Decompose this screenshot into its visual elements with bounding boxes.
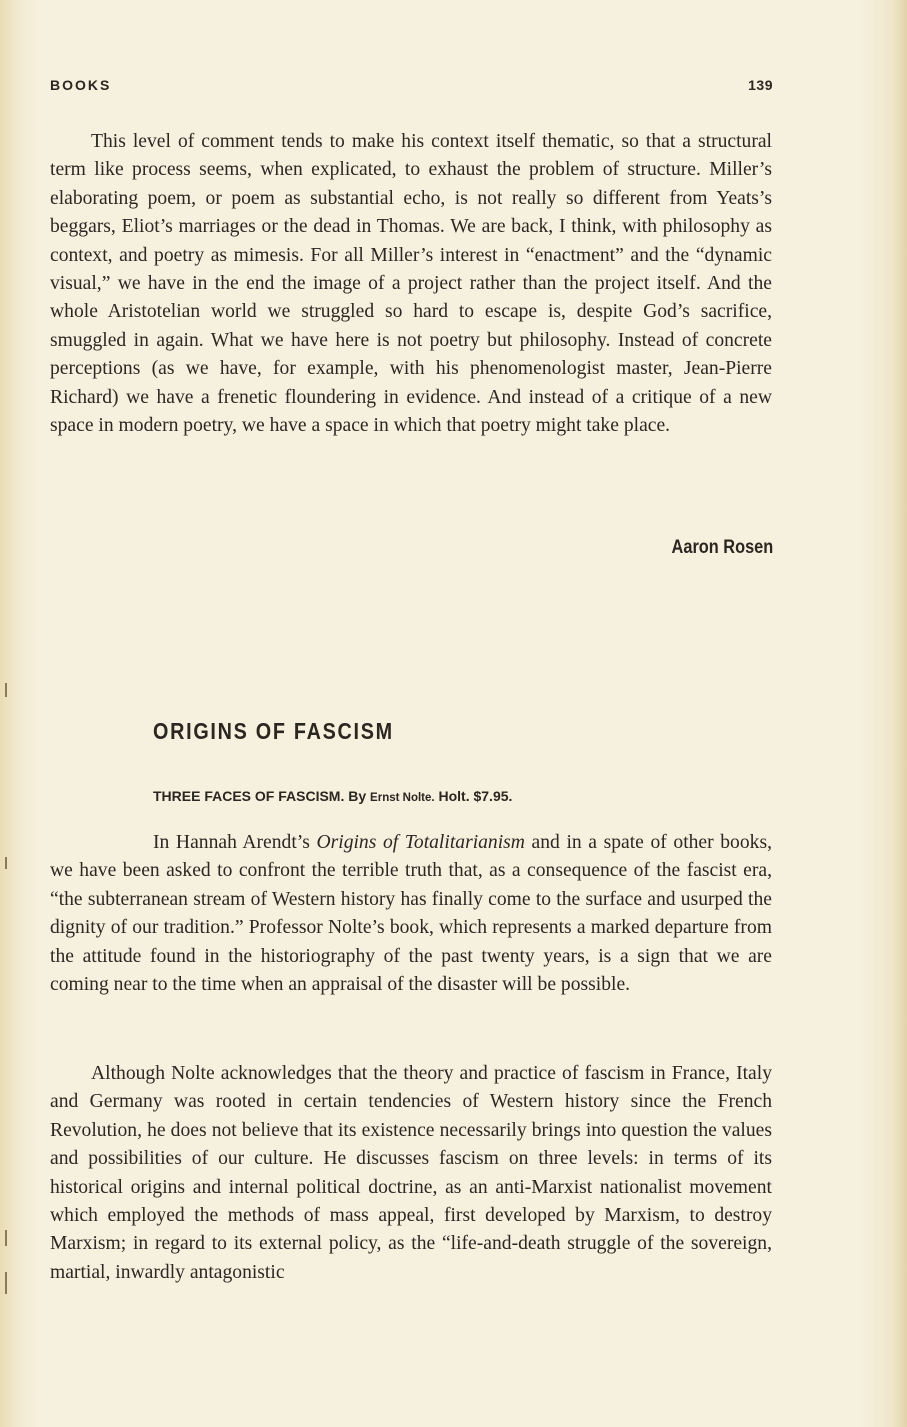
book-author: Ernst Nolte. (370, 792, 435, 804)
margin-mark (5, 1272, 7, 1294)
book-price: $7.95. (473, 788, 513, 804)
margin-mark (5, 683, 7, 697)
book-publisher: Holt. (438, 788, 470, 804)
text-run: In Hannah Arendt’s (153, 832, 317, 853)
book-by: By (348, 788, 367, 804)
book-citation (153, 788, 512, 804)
review-title: ORIGINS OF FASCISM (153, 718, 394, 744)
cited-book-title: Origins of Totalitarianism (316, 832, 525, 853)
review-body-text: Although Nolte acknowledges that the theory and practice of fascism in France, Italy and Germany was rooted in certain tendencies of Western history since the French Revolution, he does not believe that its existence necessarily brings into question the values and possibilities of our culture. He discusses fascism on three levels: in terms of its historical origins and internal political doctrine, as an anti-Marxist nationalist movement which employed the methods of mass appeal, first developed by Marxism, to destroy Marxism; in regard to its external policy, as the “life-and-death struggle of the sovereign, martial, inwardly antagonistic (50, 1063, 772, 1283)
book-title: THREE FACES OF FASCISM. (153, 788, 345, 804)
margin-mark (5, 1230, 7, 1246)
text-run: and in a spate of other books, we have been asked to confront the terrible truth that, as a consequence of the fascist era, “the subterranean stream of Western history has finally come to the surface and usurped the dignity of our tradition.” Professor Nolte’s book, which represents a marked departure from the attitude found in the historiography of the past twenty years, is a sign that we are coming near to the time when an appraisal of the disaster will be possible. (50, 832, 772, 996)
reviewer-signature: Aaron Rosen (671, 537, 773, 558)
review-paragraph (50, 128, 772, 440)
page-number: 139 (748, 77, 773, 93)
review-body-text: This level of comment tends to make his context itself thematic, so that a structural term like process seems, when explicated, to exhaust the problem of structure. Miller’s elaborating poem, or poem as substantial echo, is not really so different from Yeats’s beggars, Eliot’s marriages or the dead in Thomas. We are back, I think, with philosophy as context, and poetry as mimesis. For all Miller’s interest in “enactment” and the “dynamic visual,” we have in the end the image of a project rather than the project itself. And the whole Aristotelian world we struggled so hard to escape is, despite God’s sacrifice, smuggled in again. What we have here is not poetry but philosophy. Instead of concrete perceptions (as we have, for example, with his phenomenologist master, Jean-Pierre Richard) we have a frenetic floundering in evidence. And instead of a critique of a new space in modern poetry, we have a space in which that poetry might take place. (50, 131, 772, 437)
review-body-text (50, 829, 772, 999)
review-paragraph (50, 1060, 772, 1287)
review-paragraph (50, 829, 772, 999)
running-head-section: BOOKS (50, 77, 112, 93)
margin-mark (5, 857, 7, 869)
